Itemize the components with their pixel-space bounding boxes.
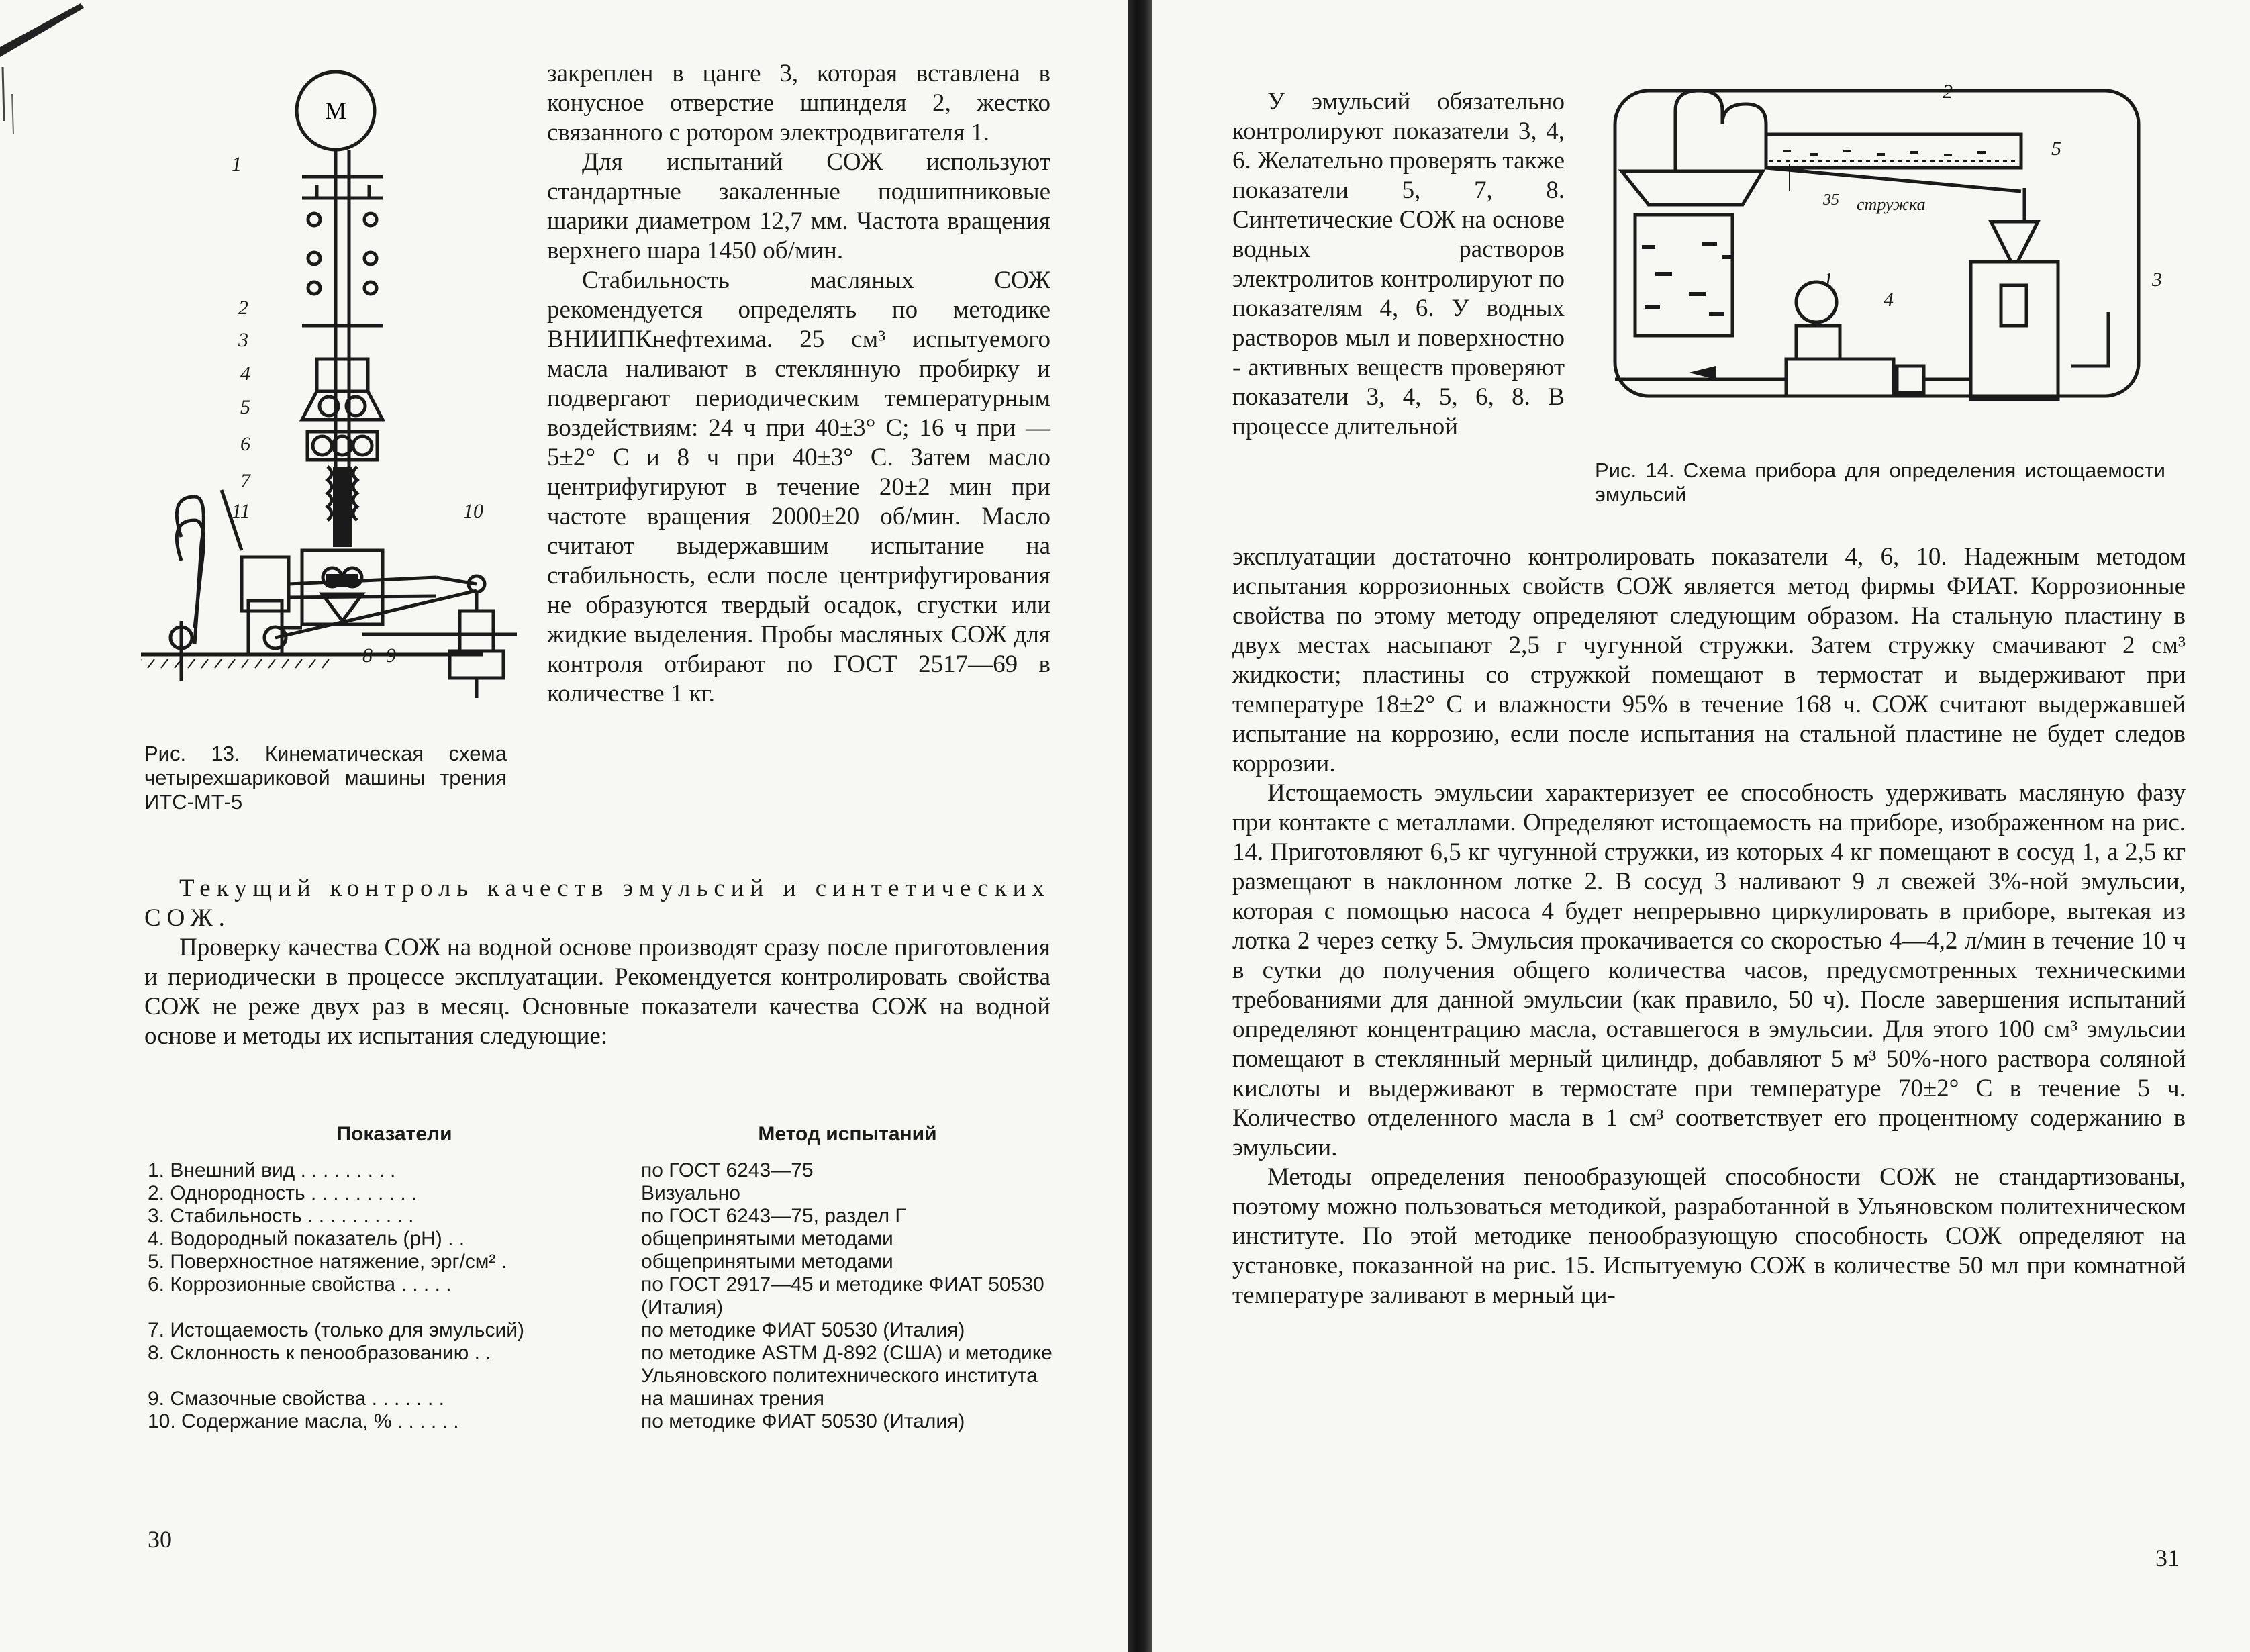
book-spine	[1128, 0, 1152, 1652]
indicator-cell: 1. Внешний вид . . . . . . . . .	[148, 1159, 396, 1181]
table-row	[148, 1205, 1054, 1228]
paragraph: Истощаемость эмульсии характеризует ее способность удерживать масляную фазу при контакте с металлами. Определяют истощаемость на приборе, изображенном на рис. 14. Приготовляют 6,5 кг чугунной стружки, из которых 4 кг помещают в сосуд 1, а 2,5 кг размещают в наклонном лотке 2. В сосуд 3 наливают 9 л свежей 3%-ной эмульсии, которая с помощью насоса 4 будет непрерывно циркулировать в приборе, вытекая из лотка 2 через сетку 5. Эмульсия прокачивается со скоростью 4—4,2 л/мин в течение 10 ч в сутки до получения общего количества часов, предусмотренных техническими требованиями для данной эмульсии (как правило, 50 ч). После завершения испытаний определяют концентрацию масла, оставшегося в эмульсии. Для этого 100 см³ эмульсии помещают в стеклянный мерный цилиндр, добавляют 5 м³ 50%-ного раствора соляной кислоты и выдерживают в термостате при температуре 70±2° С в течение 5 ч. Количество отделенного масла в 1 см³ соответствует его процентному содержанию в эмульсии.	[1232, 779, 2186, 1161]
method-cell: по методике ФИАТ 50530 (Италия)	[641, 1410, 965, 1432]
fig13-label-7: 7	[240, 470, 250, 492]
indicator-cell: 3. Стабильность . . . . . . . . . .	[148, 1205, 414, 1227]
left-right-column	[547, 59, 1050, 709]
fig13-label-3: 3	[238, 329, 248, 351]
figure-13-lower-mechanism	[141, 483, 517, 698]
indicator-cell: 10. Содержание масла, % . . . . . .	[148, 1410, 459, 1432]
table-row	[148, 1342, 1054, 1388]
paragraph: Стабильность масляных СОЖ рекомендуется определять по методике ВНИИПКнефтехима. 25 см³ испытуемого масла наливают в стеклянную пробирку и подвергают периодическим температурным воздействиям: 24 ч при 40±3° С; 16 ч при —5±2° С и 8 ч при 40±3° С. Затем масло центрифугируют в течение 20±2 мин при частоте вращения 2000±20 об/мин. Масло считают выдержавшим испытание на стабильность, если после центрифугирования не образуются твердый осадок, сгустки или жидкие выделения. Пробы масляных СОЖ для контроля отбирают по ГОСТ 2517—69 в количестве 1 кг.	[547, 266, 1050, 708]
fig14-label-3: 3	[2152, 269, 2162, 291]
indicator-cell: 6. Коррозионные свойства . . . . .	[148, 1273, 452, 1296]
table-row	[148, 1228, 1054, 1251]
fig13-label-6: 6	[240, 433, 250, 455]
indicator-cell: 8. Склонность к пенообразованию . .	[148, 1342, 491, 1364]
method-cell: Визуально	[641, 1182, 740, 1204]
table-row	[148, 1388, 1054, 1410]
paragraph: Методы определения пенообразующей способности СОЖ не стандартизованы, поэтому можно пользоваться методикой, разработанной в Ульяновском политехническом институте. По этой методике пенообразующую способность СОЖ определяют на установке, показанной на рис. 15. Испытуемую СОЖ в количестве 50 мл при комнатной температуре заливают в мерный ци-	[1232, 1163, 2186, 1309]
motor-label: М	[324, 97, 347, 124]
table-header-indicators: Показатели	[336, 1123, 452, 1145]
fig13-label-1: 1	[232, 153, 242, 175]
method-cell: по ГОСТ 2917—45 и методике ФИАТ 50530 (Италия)	[641, 1273, 1044, 1318]
indicator-cell: 4. Водородный показатель (pH) . .	[148, 1228, 465, 1250]
figure-13-caption: Рис. 13. Кинематическая схема четырехшариковой машины трения ИТС-МТ-5	[144, 742, 507, 814]
paragraph: эксплуатации достаточно контролировать показатели 4, 6, 10. Надежным методом испытания коррозионных свойств СОЖ является метод фирмы ФИАТ. Коррозионные свойства по этому методу определяют следующим образом. На стальную пластину в двух местах насыпают 2,5 г чугунной стружки. Затем стружку смачивают 2 см³ жидкости; пластины со стружкой помещают в термостат и выдерживают при температуре 18±2° С и влажности 95% в течение 168 ч. СОЖ считают выдержавшей испытание на коррозию, если после испытания на стальной пластине не будет следов коррозии.	[1232, 543, 2186, 777]
fig14-label-2: 2	[1943, 81, 1953, 103]
method-cell: по методике ФИАТ 50530 (Италия)	[641, 1319, 965, 1341]
table-header-row	[148, 1122, 1054, 1159]
right-intro-column	[1232, 87, 1565, 442]
table-row	[148, 1273, 1054, 1319]
method-cell: по ГОСТ 6243—75, раздел Г	[641, 1205, 906, 1227]
indicator-cell: 9. Смазочные свойства . . . . . . .	[148, 1388, 444, 1410]
fig13-label-9: 9	[386, 644, 396, 667]
table-row	[148, 1159, 1054, 1182]
fig13-label-8: 8	[362, 644, 373, 667]
method-cell: по ГОСТ 6243—75	[641, 1159, 814, 1181]
fig13-label-2: 2	[238, 297, 248, 319]
indicators-table	[148, 1122, 1054, 1433]
table-header-method: Метод испытаний	[758, 1123, 937, 1145]
section-heading: Текущий контроль качеств эмульсий и синтетических СОЖ.	[144, 875, 1050, 932]
fig14-chip-label: стружка	[1857, 195, 1926, 214]
right-full-width-text	[1232, 542, 2186, 1310]
table-row	[148, 1410, 1054, 1433]
figure-14-emulsion-apparatus	[1608, 70, 2179, 420]
fig14-dim-label: 35	[1823, 191, 1839, 209]
fig14-label-1: 1	[1823, 269, 1833, 291]
paragraph: Для испытаний СОЖ используют стандартные закаленные подшипниковые шарики диаметром 12,7 мм. Частота вращения верхнего шара 1450 об/мин.	[547, 148, 1050, 264]
figure-14-caption: Рис. 14. Схема прибора для определения истощаемости эмульсий	[1595, 458, 2165, 506]
method-cell: на машинах трения	[641, 1388, 824, 1410]
page-number-right: 31	[2155, 1545, 2180, 1571]
paragraph: Проверку качества СОЖ на водной основе производят сразу после приготовления и периодически в процессе эксплуатации. Рекомендуется контролировать свойства СОЖ не реже двух раз в месяц. Основные показатели качества СОЖ на водной основе и методы их испытания следующие:	[144, 934, 1050, 1050]
indicator-cell: 7. Истощаемость (только для эмульсий)	[148, 1319, 524, 1341]
table-row	[148, 1319, 1054, 1342]
table-row	[148, 1182, 1054, 1205]
fig14-label-4: 4	[1884, 289, 1894, 311]
paragraph: У эмульсий обязательно контролируют показатели 3, 4, 6. Желательно проверять также показатели 5, 7, 8. Синтетические СОЖ на основе водных растворов электролитов контролируют по показателям 4, 6. У водных растворов мыл и поверхностно - активных веществ проверяют показатели 3, 4, 5, 6, 8. В процессе длительной	[1232, 88, 1565, 440]
indicator-cell: 2. Однородность . . . . . . . . . .	[148, 1182, 418, 1204]
paragraph: закреплен в цанге 3, которая вставлена в конусное отверстие шпинделя 2, жестко связанного с ротором электродвигателя 1.	[547, 60, 1050, 146]
fig13-label-11: 11	[232, 500, 250, 522]
table-row	[148, 1251, 1054, 1273]
method-cell: по методике ASTM Д-892 (США) и методике Ульяновского политехнического института	[641, 1342, 1053, 1387]
indicator-cell: 5. Поверхностное натяжение, эрг/см² .	[148, 1251, 507, 1273]
method-cell: общепринятыми методами	[641, 1251, 893, 1273]
fig14-label-5: 5	[2051, 138, 2061, 160]
method-cell: общепринятыми методами	[641, 1228, 893, 1250]
left-full-width-text	[144, 874, 1050, 1051]
right-page	[1152, 0, 2250, 1652]
page-number-left: 30	[148, 1526, 172, 1553]
fig13-label-10: 10	[463, 500, 483, 522]
fig13-label-4: 4	[240, 362, 250, 385]
fig13-label-5: 5	[240, 396, 250, 418]
